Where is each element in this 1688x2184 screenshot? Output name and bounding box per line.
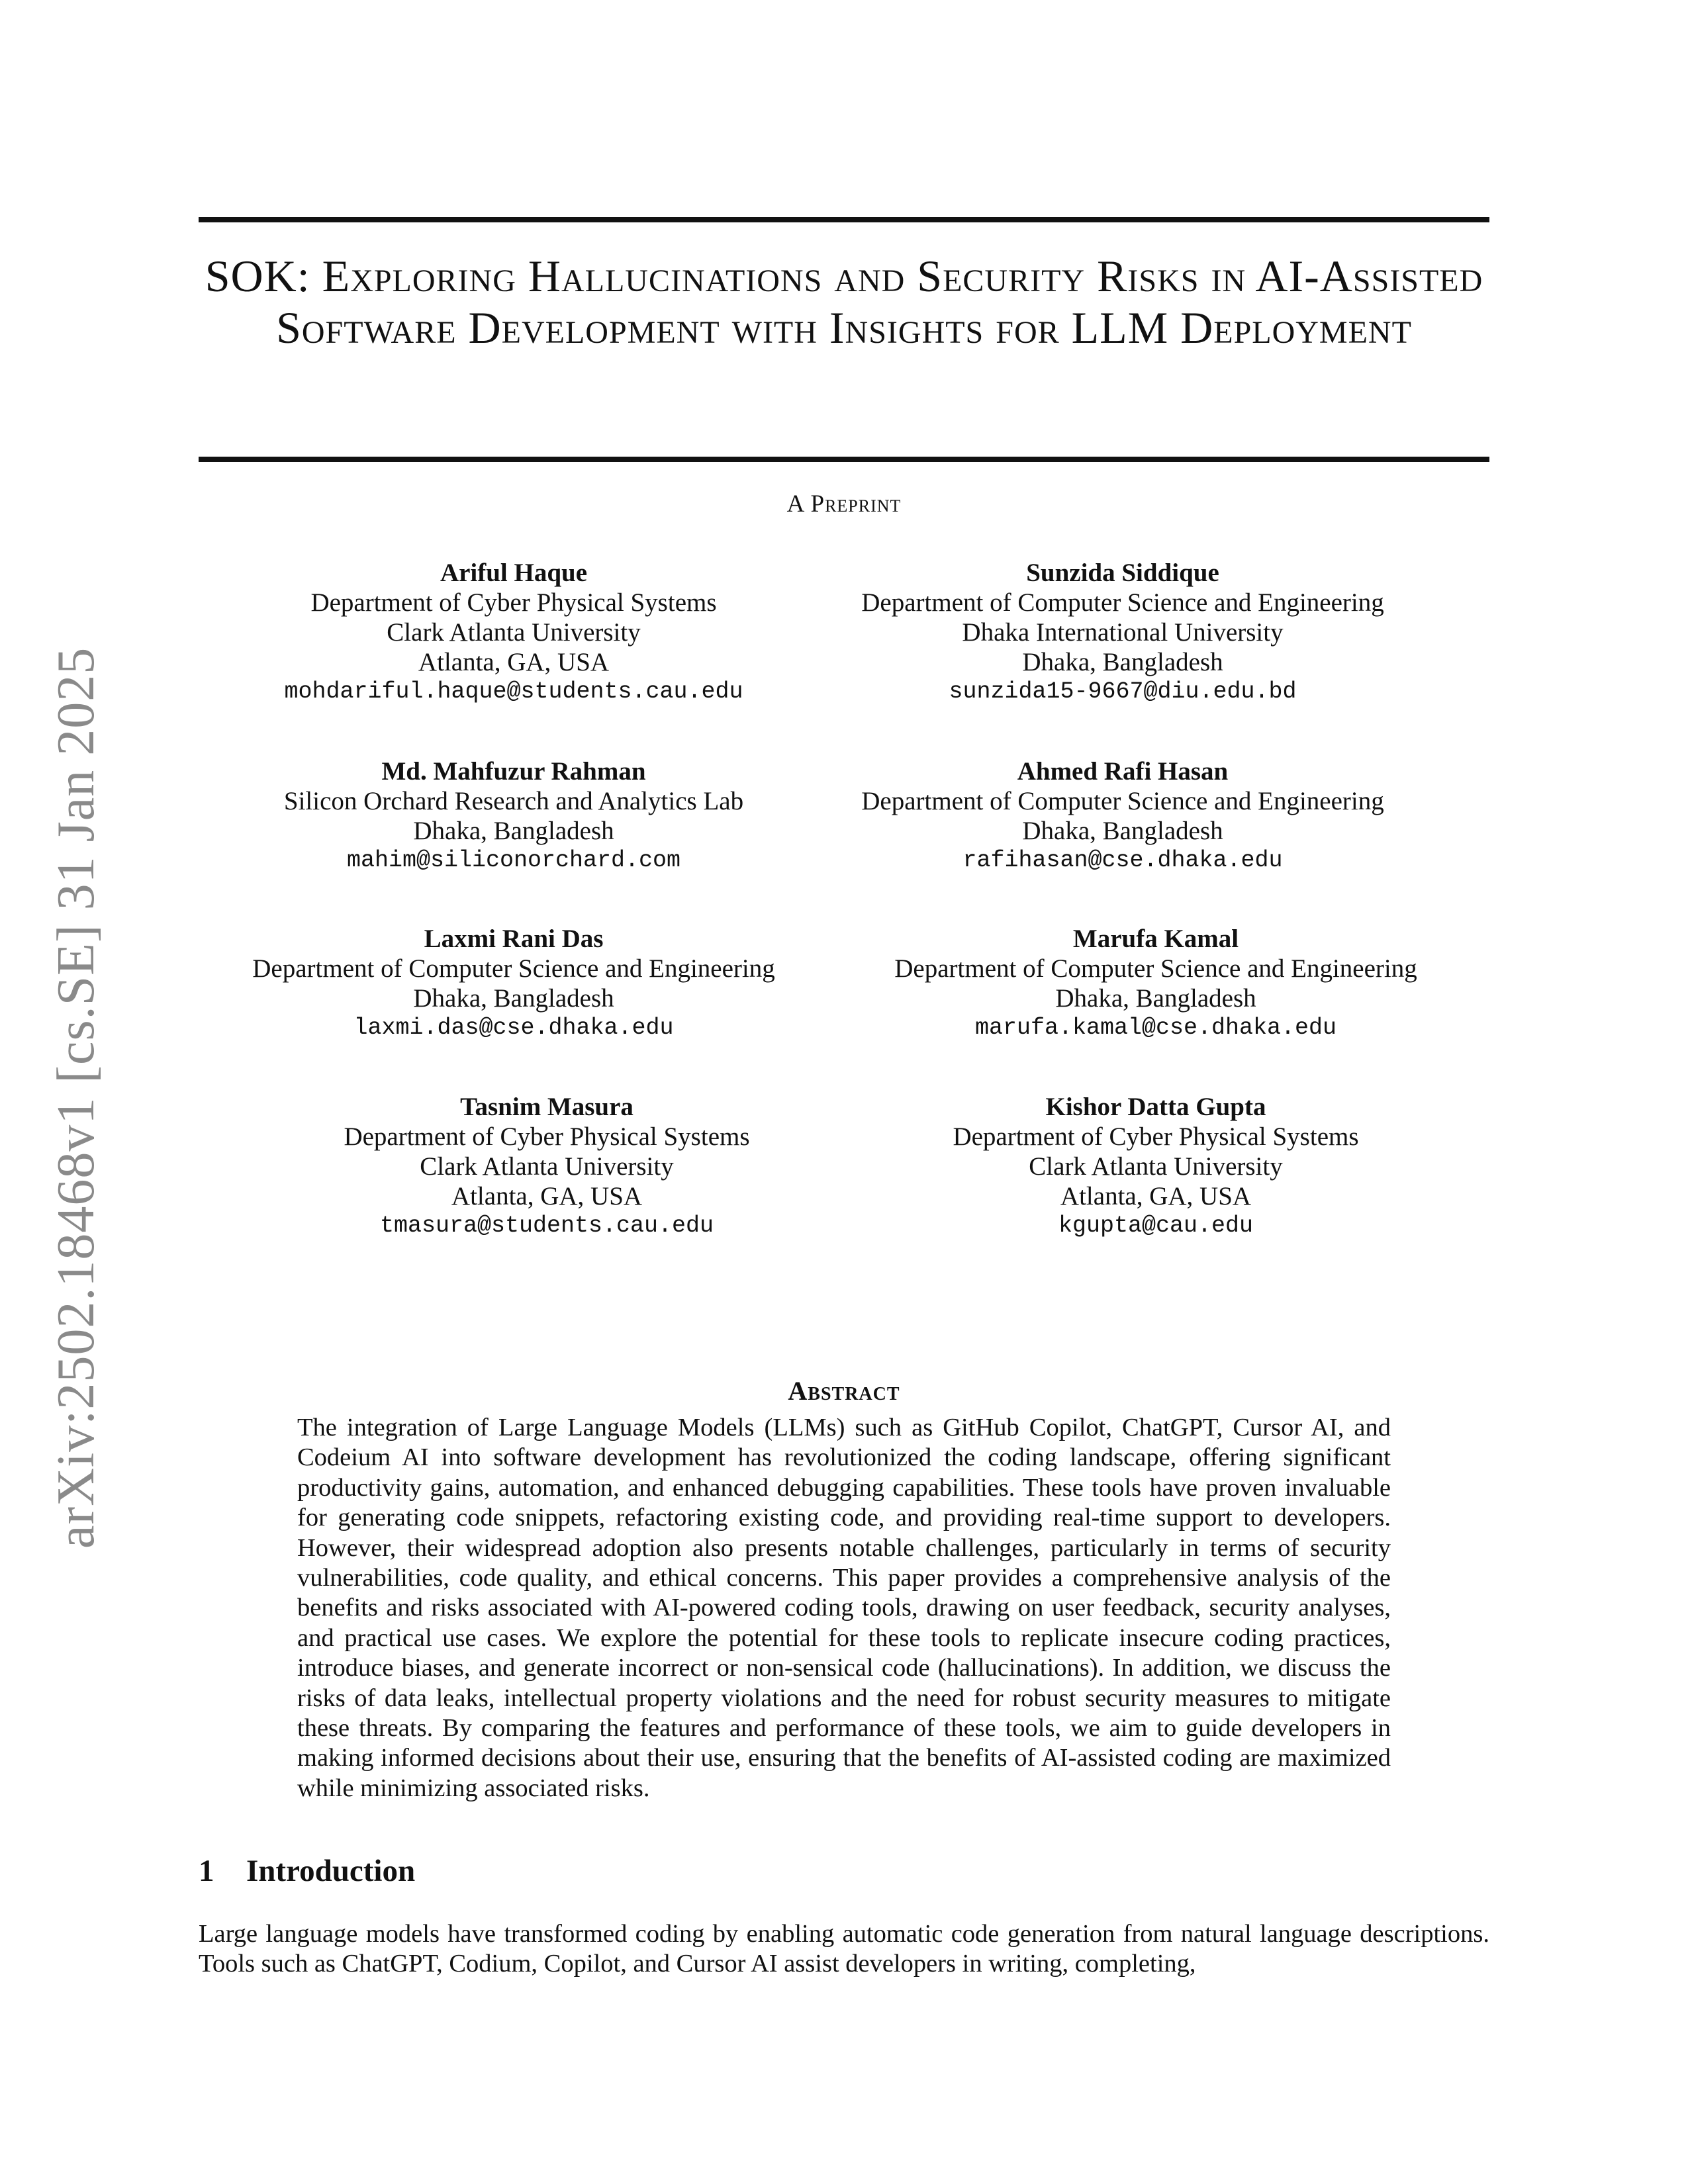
author-institution: Clark Atlanta University [1029, 1152, 1283, 1181]
title-bottom-rule [199, 457, 1489, 462]
author-affiliation: Department of Computer Science and Engineering [861, 588, 1384, 617]
author-block [858, 1092, 1454, 1241]
abstract-heading: Abstract [788, 1376, 900, 1406]
author-institution: Clark Atlanta University [387, 618, 641, 647]
author-email[interactable]: laxmi.das@cse.dhaka.edu [353, 1015, 674, 1041]
author-location: Dhaka, Bangladesh [413, 984, 614, 1013]
section-body: Large language models have transformed coding by enabling automatic code generation from natural language descriptions. Tools such as ChatGPT, Codium, Copilot, and Cursor AI assist developers in writing, completing, [199, 1920, 1489, 1978]
title-top-rule [199, 217, 1489, 222]
author-email[interactable]: rafihasan@cse.dhaka.edu [962, 847, 1283, 874]
author-location: Dhaka, Bangladesh [1022, 648, 1223, 676]
author-name: Laxmi Rani Das [424, 925, 604, 953]
author-email[interactable]: sunzida15-9667@diu.edu.bd [949, 678, 1297, 705]
author-affiliation: Department of Cyber Physical Systems [310, 588, 717, 617]
author-name: Marufa Kamal [1072, 925, 1239, 953]
author-block [249, 1092, 845, 1241]
author-block [825, 558, 1421, 707]
author-name: Kishor Datta Gupta [1045, 1093, 1266, 1121]
section-title: Introduction [246, 1854, 416, 1888]
author-affiliation: Silicon Orchard Research and Analytics Lab [283, 787, 744, 815]
arxiv-identifier-stamp: arXiv:2502.18468v1 [cs.SE] 31 Jan 2025 [47, 647, 105, 1549]
section-number: 1 [199, 1854, 214, 1888]
author-name: Ahmed Rafi Hasan [1017, 757, 1229, 786]
preprint-label: A Preprint [786, 490, 902, 518]
author-email[interactable]: mahim@siliconorchard.com [346, 847, 681, 874]
author-affiliation: Department of Cyber Physical Systems [344, 1122, 750, 1151]
author-location: Atlanta, GA, USA [1060, 1182, 1252, 1210]
author-block [858, 924, 1454, 1043]
author-name: Ariful Haque [440, 559, 588, 587]
author-name: Md. Mahfuzur Rahman [381, 757, 646, 786]
author-affiliation: Department of Computer Science and Engineering [252, 954, 775, 983]
author-email[interactable]: marufa.kamal@cse.dhaka.edu [974, 1015, 1337, 1041]
author-email[interactable]: kgupta@cau.edu [1058, 1212, 1254, 1239]
author-block [216, 756, 812, 876]
author-name: Sunzida Siddique [1026, 559, 1219, 587]
author-affiliation: Department of Computer Science and Engineering [861, 787, 1384, 815]
author-block [216, 558, 812, 707]
author-location: Atlanta, GA, USA [451, 1182, 643, 1210]
author-email[interactable]: tmasura@students.cau.edu [379, 1212, 714, 1239]
section-heading [199, 1853, 415, 1889]
author-institution: Clark Atlanta University [420, 1152, 674, 1181]
author-affiliation: Department of Cyber Physical Systems [953, 1122, 1359, 1151]
author-location: Dhaka, Bangladesh [1022, 817, 1223, 845]
author-location: Dhaka, Bangladesh [1055, 984, 1256, 1013]
abstract-body: The integration of Large Language Models (LLMs) such as GitHub Copilot, ChatGPT, Cursor AI, and Codeium AI into software development has revolutionized the coding landscape, offering significant productivity gains, automation, and enhanced debugging capabilities. These tools have proven invaluable for generating code snippets, refactoring existing code, and providing real-time support to developers. However, their widespread adoption also presents notable challenges, particularly in terms of security vulnerabilities, code quality, and ethical concerns. This paper provides a comprehensive analysis of the benefits and risks associated with AI-powered coding tools, drawing on user feedback, security analyses, and practical use cases. We explore the potential for these tools to replicate insecure coding practices, introduce biases, and generate incorrect or non-sensical code (hallucinations). In addition, we discuss the risks of data leaks, intellectual property violations and the need for robust security measures to mitigate these threats. By comparing the features and performance of these tools, we aim to guide developers in making informed decisions about their use, ensuring that the benefits of AI-assisted coding are maximized while minimizing associated risks. [297, 1414, 1391, 1802]
paper-title: SOK: Exploring Hallucinations and Security Risks in AI-Assisted Software Development with Insights for LLM Deployment [205, 251, 1483, 353]
author-location: Atlanta, GA, USA [418, 648, 610, 676]
author-name: Tasnim Masura [460, 1093, 633, 1121]
author-location: Dhaka, Bangladesh [413, 817, 614, 845]
author-email[interactable]: mohdariful.haque@students.cau.edu [284, 678, 743, 705]
author-block [825, 756, 1421, 876]
author-block [216, 924, 812, 1043]
author-affiliation: Department of Computer Science and Engineering [894, 954, 1417, 983]
author-institution: Dhaka International University [962, 618, 1284, 647]
